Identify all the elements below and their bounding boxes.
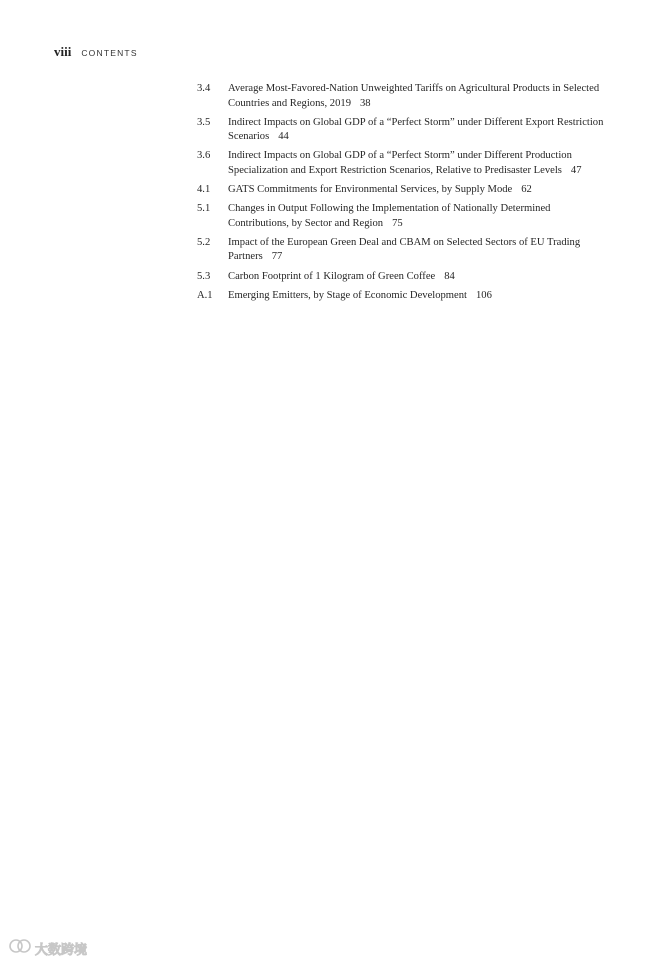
entry-number: 5.1 <box>197 203 211 215</box>
entry-title: Changes in Output Following the Implementation of Nationally Determined Contributions, by Sector and Region <box>228 203 551 229</box>
entry-page: 77 <box>271 251 283 263</box>
watermark-text: 大数跨境 <box>35 943 88 958</box>
entry-title: Average Most-Favored-Nation Unweighted Tariffs on Agricultural Products in Selected Countries and Regions, 2019 <box>228 83 600 109</box>
entry-page: 84 <box>444 270 455 282</box>
entry-title: Indirect Impacts on Global GDP of a “Perfect Storm” under Different Production Specialization and Export Restriction Scenarios, Relative to Predisaster Levels <box>228 150 572 176</box>
entry-title-block <box>228 183 607 198</box>
running-head <box>54 44 138 60</box>
toc-entry[interactable] <box>197 236 607 265</box>
page-folio: viii <box>54 44 72 59</box>
entry-number: A.1 <box>197 289 213 301</box>
entry-number: 4.1 <box>197 184 211 196</box>
toc-entry[interactable] <box>197 149 607 178</box>
entry-title-block <box>228 149 607 178</box>
entry-number: 5.2 <box>197 236 211 248</box>
entry-number: 3.4 <box>197 83 211 94</box>
entry-title-block <box>228 82 607 111</box>
watermark-logo-icon <box>8 938 32 959</box>
entry-page: 38 <box>360 97 371 109</box>
entry-title: Indirect Impacts on Global GDP of a “Perfect Storm” under Different Export Restriction Scenarios <box>228 116 604 143</box>
entry-title-block <box>228 289 607 304</box>
toc-entry[interactable] <box>197 82 607 111</box>
section-label: CONTENTS <box>81 48 138 58</box>
entry-title-block <box>228 270 607 285</box>
entry-title-block <box>228 202 607 231</box>
entry-page: 75 <box>392 217 403 229</box>
entry-title: GATS Commitments for Environmental Services, by Supply Mode <box>228 184 513 196</box>
entry-page: 106 <box>476 289 492 301</box>
entry-title-block <box>228 236 607 265</box>
entry-title-block <box>228 116 607 145</box>
entry-page: 62 <box>521 184 532 196</box>
entry-title: Impact of the European Green Deal and CBAM on Selected Sectors of EU Trading Partners <box>228 236 581 263</box>
entry-number: 3.6 <box>197 150 211 162</box>
toc-entry[interactable] <box>197 183 607 198</box>
entry-page: 44 <box>278 131 289 143</box>
table-of-contents <box>197 82 607 308</box>
toc-entry[interactable] <box>197 202 607 231</box>
toc-entry[interactable] <box>197 116 607 145</box>
entry-title: Emerging Emitters, by Stage of Economic Development <box>228 289 467 301</box>
watermark <box>8 938 87 959</box>
entry-title: Carbon Footprint of 1 Kilogram of Green Coffee <box>228 270 436 282</box>
entry-number: 3.5 <box>197 116 211 128</box>
toc-entry[interactable] <box>197 289 607 304</box>
entry-number: 5.3 <box>197 270 211 282</box>
toc-entry[interactable] <box>197 270 607 285</box>
entry-page: 47 <box>570 164 582 176</box>
